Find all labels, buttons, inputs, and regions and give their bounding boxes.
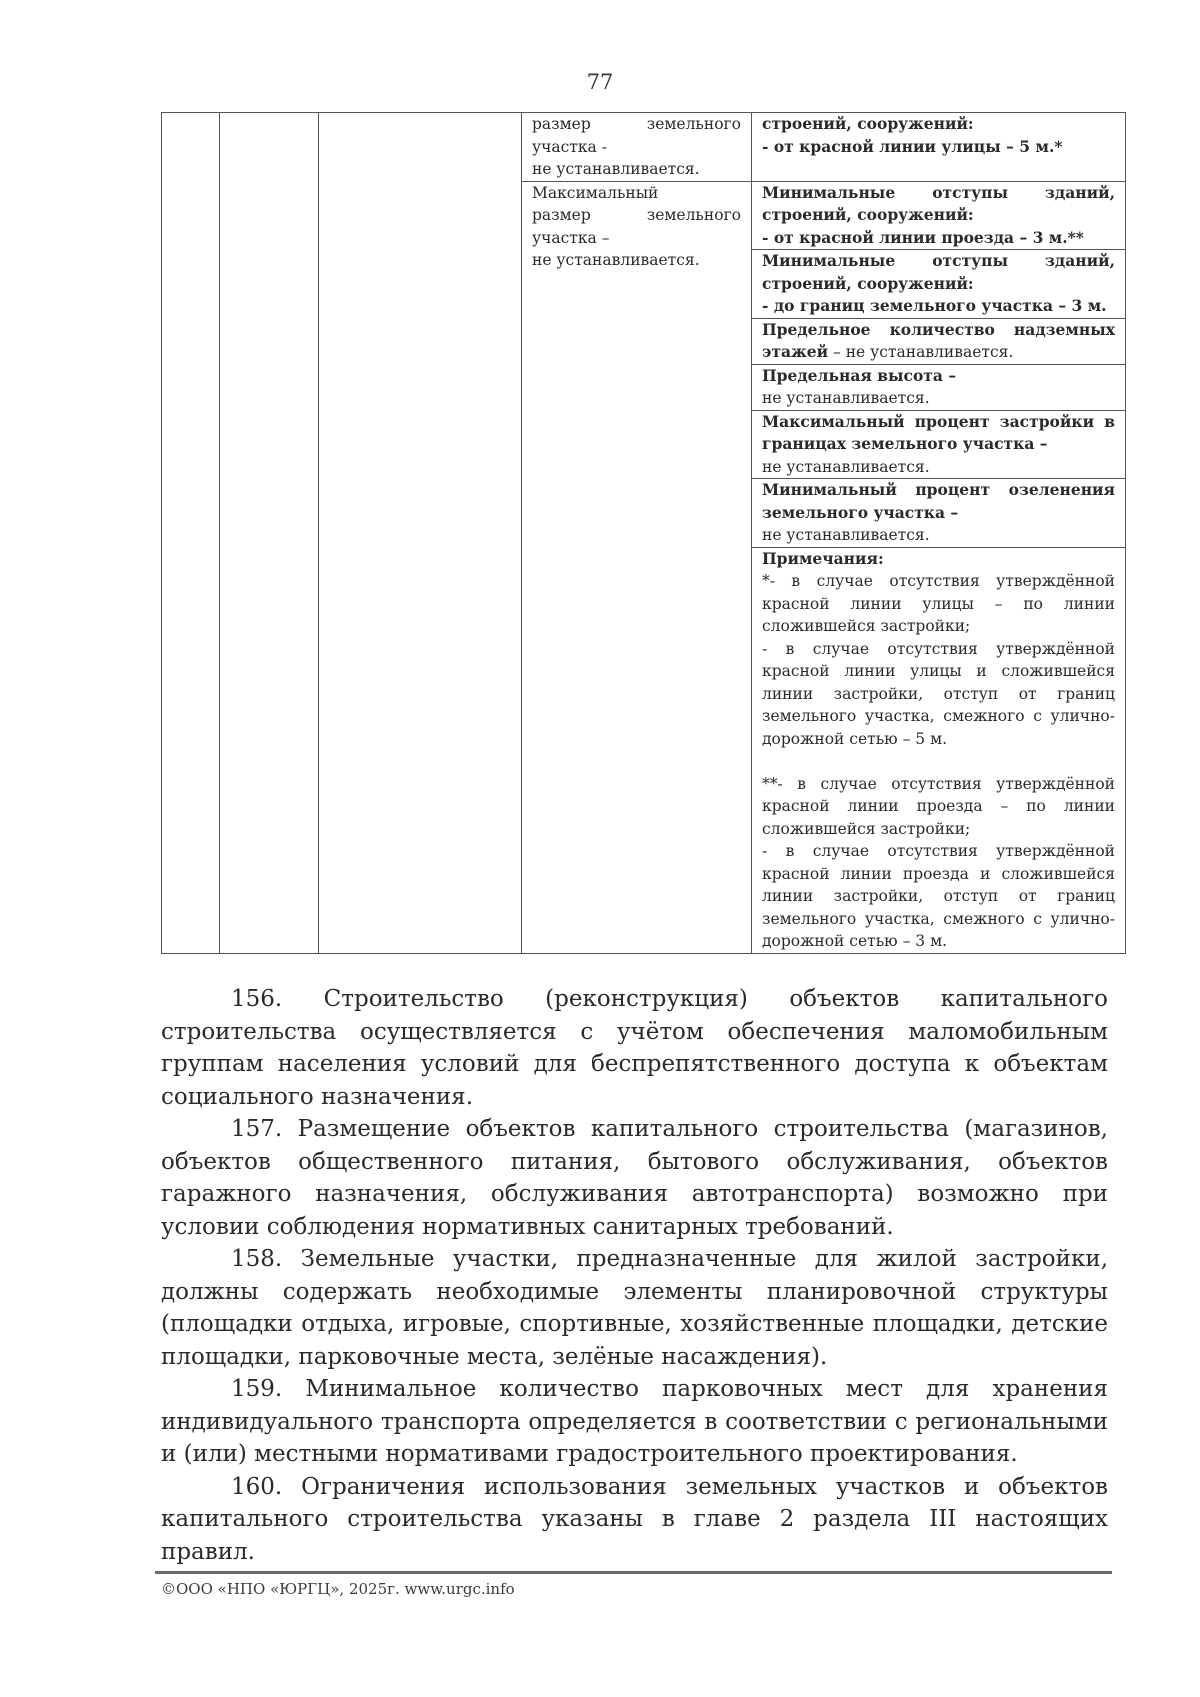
height-value: не устанавливается.	[762, 389, 930, 407]
regulations-table	[161, 112, 1126, 954]
paragraph-158: 158. Земельные участки, предназначенные для жилой застройки, должны содержать необходимые элементы планировочной структуры (площадки отдыха, игровые, спортивные, хозяйственные площадки, детские площадки, парковочные места, зелёные насаждения).	[161, 1246, 1108, 1370]
max-size-line: не устанавливается.	[532, 251, 700, 269]
indent-proezd-heading: Минимальные отступы зданий, строений, сооружений:	[762, 182, 1115, 224]
height-heading: Предельная высота –	[762, 365, 957, 385]
size-word: размер	[532, 206, 591, 224]
indent-street-cell	[752, 113, 1126, 182]
paragraph-156: 156. Строительство (реконструкция) объектов капитального строительства осуществляется с учётом обеспечения маломобильным группам населения условий для беспрепятственного доступа к объектам социального назначения.	[161, 986, 1108, 1110]
size-line: не устанавливается.	[532, 160, 700, 178]
footer-divider	[155, 1571, 1112, 1574]
footer-copyright: ©ООО «НПО «ЮРГЦ», 2025г. www.urgc.info	[161, 1580, 515, 1598]
green-cell	[752, 479, 1126, 548]
table-row	[162, 113, 1126, 182]
page-number: 77	[586, 70, 614, 94]
max-plot-size-cell	[522, 181, 752, 953]
cell-col3	[319, 113, 522, 954]
max-size-line: участка –	[532, 228, 610, 247]
note-text: *- в случае отсутствия утверждённой красной линии улицы – по линии сложившейся застройки;	[762, 572, 1115, 635]
size-word: земельного	[646, 206, 741, 224]
max-size-line: Максимальный	[532, 183, 659, 202]
paragraph-157: 157. Размещение объектов капитального строительства (магазинов, объектов общественного питания, бытового обслуживания, объектов гаражного назначения, обслуживания автотранспорта) возможно при условии соблюдения нормативных санитарных требований.	[161, 1116, 1108, 1240]
indent-border-value: - до границ земельного участка – 3 м.	[762, 296, 1107, 315]
size-line: участка -	[532, 137, 607, 156]
max-size-line	[532, 204, 741, 227]
paragraph-159: 159. Минимальное количество парковочных мест для хранения индивидуального транспорта определяется в соответствии с региональными и (или) местными нормативами градостроительного проектирования.	[161, 1376, 1108, 1467]
note-text: **- в случае отсутствия утверждённой красной линии проезда – по линии сложившейся застройки;	[762, 774, 1115, 838]
floors-cell	[752, 318, 1126, 364]
cell-col1	[162, 113, 220, 954]
size-word: земельного	[646, 115, 741, 133]
size-word: размер	[532, 115, 591, 133]
cell-col2	[220, 113, 319, 954]
paragraph-160: 160. Ограничения использования земельных участков и объектов капитального строительства указаны в главе 2 раздела III настоящих правил.	[161, 1473, 1108, 1565]
coverage-value: не устанавливается.	[762, 457, 930, 476]
green-value: не устанавливается.	[762, 526, 930, 544]
min-plot-size-cell	[522, 113, 752, 182]
height-cell	[752, 364, 1126, 410]
note-text: - в случае отсутствия утверждённой красной линии проезда и сложившейся линии застройки, отступ от границ земельного участка, смежного с улично-дорожной сетью – 3 м.	[762, 842, 1115, 950]
floors-heading: Предельное количество надземных этажей	[762, 319, 1115, 361]
indent-border-cell	[752, 250, 1126, 319]
notes-cell	[752, 547, 1126, 953]
coverage-heading: Максимальный процент застройки в границах земельного участка –	[762, 411, 1115, 453]
body-text	[161, 983, 1108, 1568]
indent-heading: строений, сооружений:	[762, 114, 974, 133]
indent-proezd-cell	[752, 181, 1126, 250]
indent-value: - от красной линии улицы – 5 м.*	[762, 136, 1063, 156]
indent-border-heading: Минимальные отступы зданий, строений, сооружений:	[762, 251, 1115, 293]
coverage-cell	[752, 410, 1126, 479]
floors-value: – не устанавливается.	[828, 343, 1014, 361]
size-line	[532, 113, 741, 136]
note-text: - в случае отсутствия утверждённой красной линии улицы и сложившейся линии застройки, отступ от границ земельного участка, смежного с улично-дорожной сетью – 5 м.	[762, 639, 1115, 748]
notes-title: Примечания:	[762, 548, 884, 568]
indent-proezd-value: - от красной линии проезда – 3 м.**	[762, 227, 1084, 247]
green-heading: Минимальный процент озеленения земельного участка –	[762, 480, 1115, 522]
